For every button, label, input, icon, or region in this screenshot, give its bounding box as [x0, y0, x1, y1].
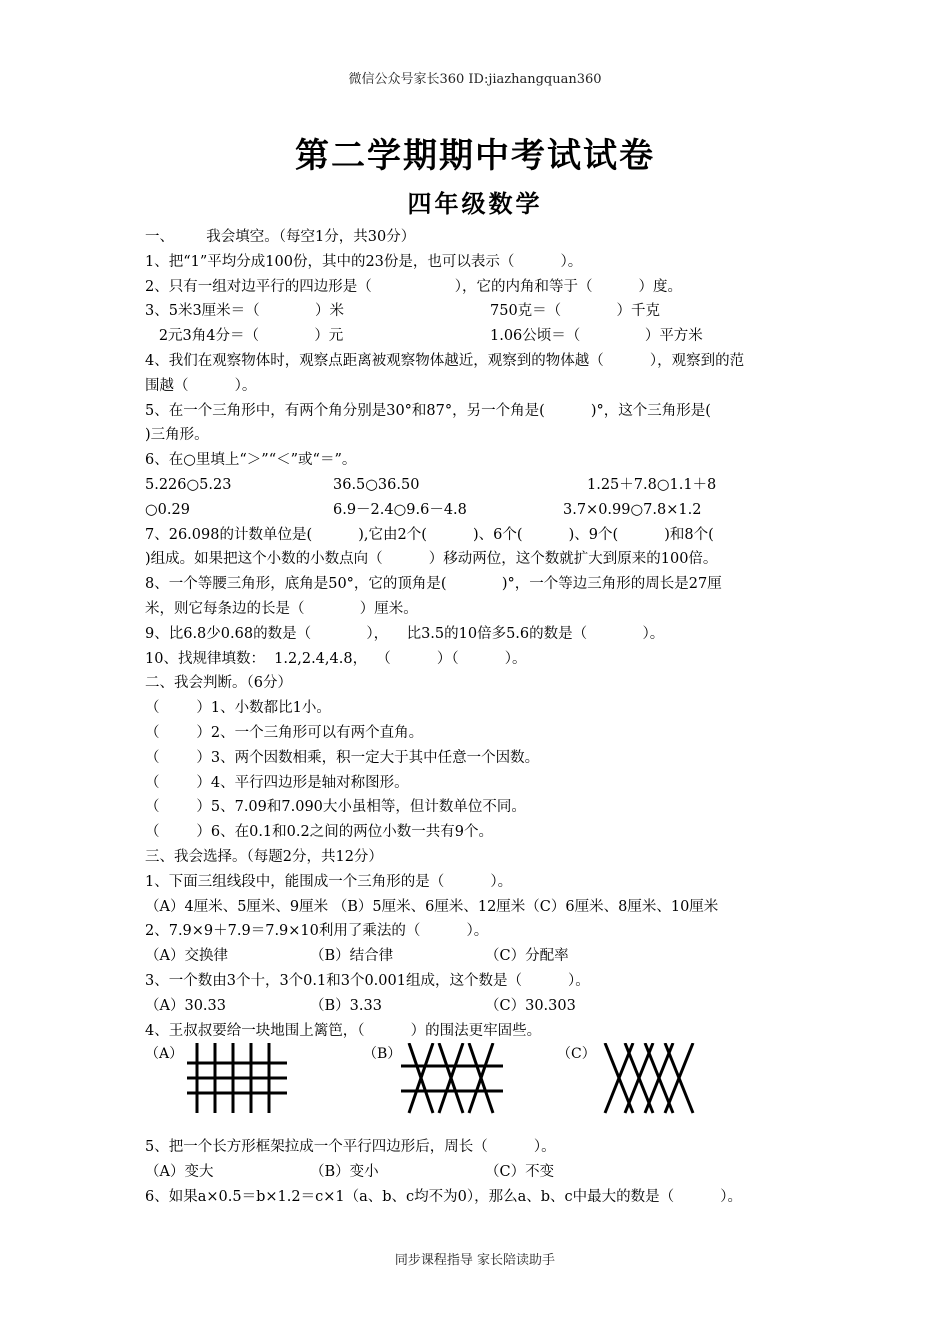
s1-question-1: 1、把“1”平均分成100份，其中的23份是，也可以表示（ ）。 [145, 253, 583, 270]
s2-item-3: （ ）3、两个因数相乘，积一定大于其中任意一个因数。 [145, 749, 540, 766]
s2-item-1: （ ）1、小数都比1小。 [145, 700, 331, 717]
s3-q5-option-b: （B）变小 [310, 1164, 379, 1181]
s3-q3-option-a: （A）30.33 [145, 997, 226, 1014]
s3-q2-option-a: （A）交换律 [145, 948, 228, 965]
page-footer: 同步课程指导 家长陪读助手 [394, 1253, 556, 1268]
exam-subtitle: 四年级数学 [407, 189, 543, 218]
s1-q6-item-d: ○0.29 [145, 501, 190, 518]
s1-question-8-line1: 8、一个等腰三角形，底角是50°，它的顶角是( )°，一个等边三角形的周长是27厘 [145, 576, 722, 593]
s1-question-3-row2 [145, 324, 810, 349]
s1-q3-part-a: 3、5米3厘米＝（ ）米 [145, 303, 344, 320]
exam-content [145, 225, 810, 1210]
s3-question-5-options [145, 1160, 810, 1185]
fence-figures [145, 1043, 810, 1135]
s3-q3-option-b: （B）3.33 [310, 997, 382, 1014]
s3-question-3: 3、一个数由3个十，3个0.1和3个0.001组成，这个数是（ ）。 [145, 972, 590, 989]
s3-question-1: 1、下面三组线段中，能围成一个三角形的是（ ）。 [145, 873, 513, 890]
s3-question-2: 2、7.9×9＋7.9＝7.9×10利用了乘法的（ ）。 [145, 923, 489, 940]
s1-question-7-line2: )组成。如果把这个小数的小数点向（ ）移动两位，这个数就扩大到原来的100倍。 [145, 551, 718, 568]
s1-question-5-line2: )三角形。 [145, 427, 209, 444]
s1-q6-item-c: 1.25＋7.8○1.1＋8 [587, 476, 717, 493]
section3-heading: 三、我会选择。（每题2分，共12分） [145, 848, 383, 865]
s3-q5-option-c: （C）不变 [485, 1164, 555, 1181]
diagonal-fence-icon [401, 1043, 511, 1118]
exam-title: 第二学期期中考试试卷 [295, 136, 655, 176]
s2-item-5: （ ）5、7.09和7.090大小虽相等，但计数单位不同。 [145, 799, 526, 816]
s2-item-2: （ ）2、一个三角形可以有两个直角。 [145, 724, 424, 741]
s3-question-3-options [145, 994, 810, 1019]
s3-question-2-options [145, 944, 810, 969]
page-header: 微信公众号家长360 ID:jiazhangquan360 [348, 72, 602, 87]
s1-question-5-line1: 5、在一个三角形中，有两个角分别是30°和87°，另一个角是( )°，这个三角形是( [145, 402, 711, 419]
s3-question-4: 4、王叔叔要给一块地围上篱笆，（ ）的围法更牢固些。 [145, 1022, 542, 1039]
s3-question-5: 5、把一个长方形框架拉成一个平行四边形后，周长（ ）。 [145, 1139, 556, 1156]
s1-q6-item-b: 36.5○36.50 [333, 476, 420, 493]
s1-question-2: 2、只有一组对边平行的四边形是（ ），它的内角和等于（ ）度。 [145, 278, 683, 295]
s1-question-6-row1 [145, 473, 810, 498]
s3-q2-option-b: （B）结合律 [310, 948, 394, 965]
s1-question-7-line1: 7、26.098的计数单位是( ),它由2个( )、6个( )、9个( )和8个( [145, 526, 714, 543]
s1-q3-part-b: 750克＝（ ）千克 [490, 303, 660, 320]
s1-q6-item-a: 5.226○5.23 [145, 476, 232, 493]
s1-question-6: 6、在○里填上“＞”“＜”或“＝”。 [145, 452, 357, 469]
s1-question-8-line2: 米，则它每条边的长是（ ）厘米。 [145, 600, 418, 617]
s1-question-4-line1: 4、我们在观察物体时，观察点距离被观察物体越近，观察到的物体越（ ），观察到的范 [145, 352, 745, 369]
s1-question-4-line2: 围越（ ）。 [145, 377, 257, 394]
grid-fence-icon [185, 1043, 295, 1118]
fence-figure-c-label: （C） [557, 1046, 596, 1063]
s2-item-6: （ ）6、在0.1和0.2之间的两位小数一共有9个。 [145, 824, 493, 841]
s3-question-6: 6、如果a×0.5＝b×1.2＝c×1（a、b、c均不为0），那么a、b、c中最大的数是（ ）。 [145, 1188, 742, 1205]
s1-q3-part-c: 2元3角4分＝（ ）元 [145, 328, 344, 345]
s1-question-10: 10、找规律填数： 1.2,2.4,4.8， （ ）（ ）。 [145, 650, 527, 667]
section2-heading: 二、我会判断。（6分） [145, 675, 292, 692]
s1-question-3-row1 [145, 299, 810, 324]
s3-q2-option-c: （C）分配率 [485, 948, 569, 965]
s1-question-6-row2 [145, 498, 810, 523]
s1-q3-part-d: 1.06公顷＝（ ）平方米 [490, 328, 703, 345]
fence-figure-a-label: （A） [145, 1046, 184, 1063]
s1-q6-item-e: 6.9－2.4○9.6－4.8 [333, 501, 467, 518]
fence-figure-b-label: （B） [363, 1046, 402, 1063]
s3-q5-option-a: （A）变大 [145, 1164, 214, 1181]
s1-question-9: 9、比6.8少0.68的数是（ ）， 比3.5的10倍多5.6的数是（ ）。 [145, 625, 665, 642]
lattice-fence-icon [599, 1043, 699, 1118]
section1-heading: 一、 我会填空。（每空1分，共30分） [145, 229, 416, 245]
s1-q6-item-f: 3.7×0.99○7.8×1.2 [563, 501, 702, 518]
s3-q3-option-c: （C）30.303 [485, 997, 576, 1014]
s3-question-1-options: （A）4厘米、5厘米、9厘米 （B）5厘米、6厘米、12厘米（C）6厘米、8厘米、10厘米 [145, 898, 719, 915]
s2-item-4: （ ）4、平行四边形是轴对称图形。 [145, 774, 409, 791]
